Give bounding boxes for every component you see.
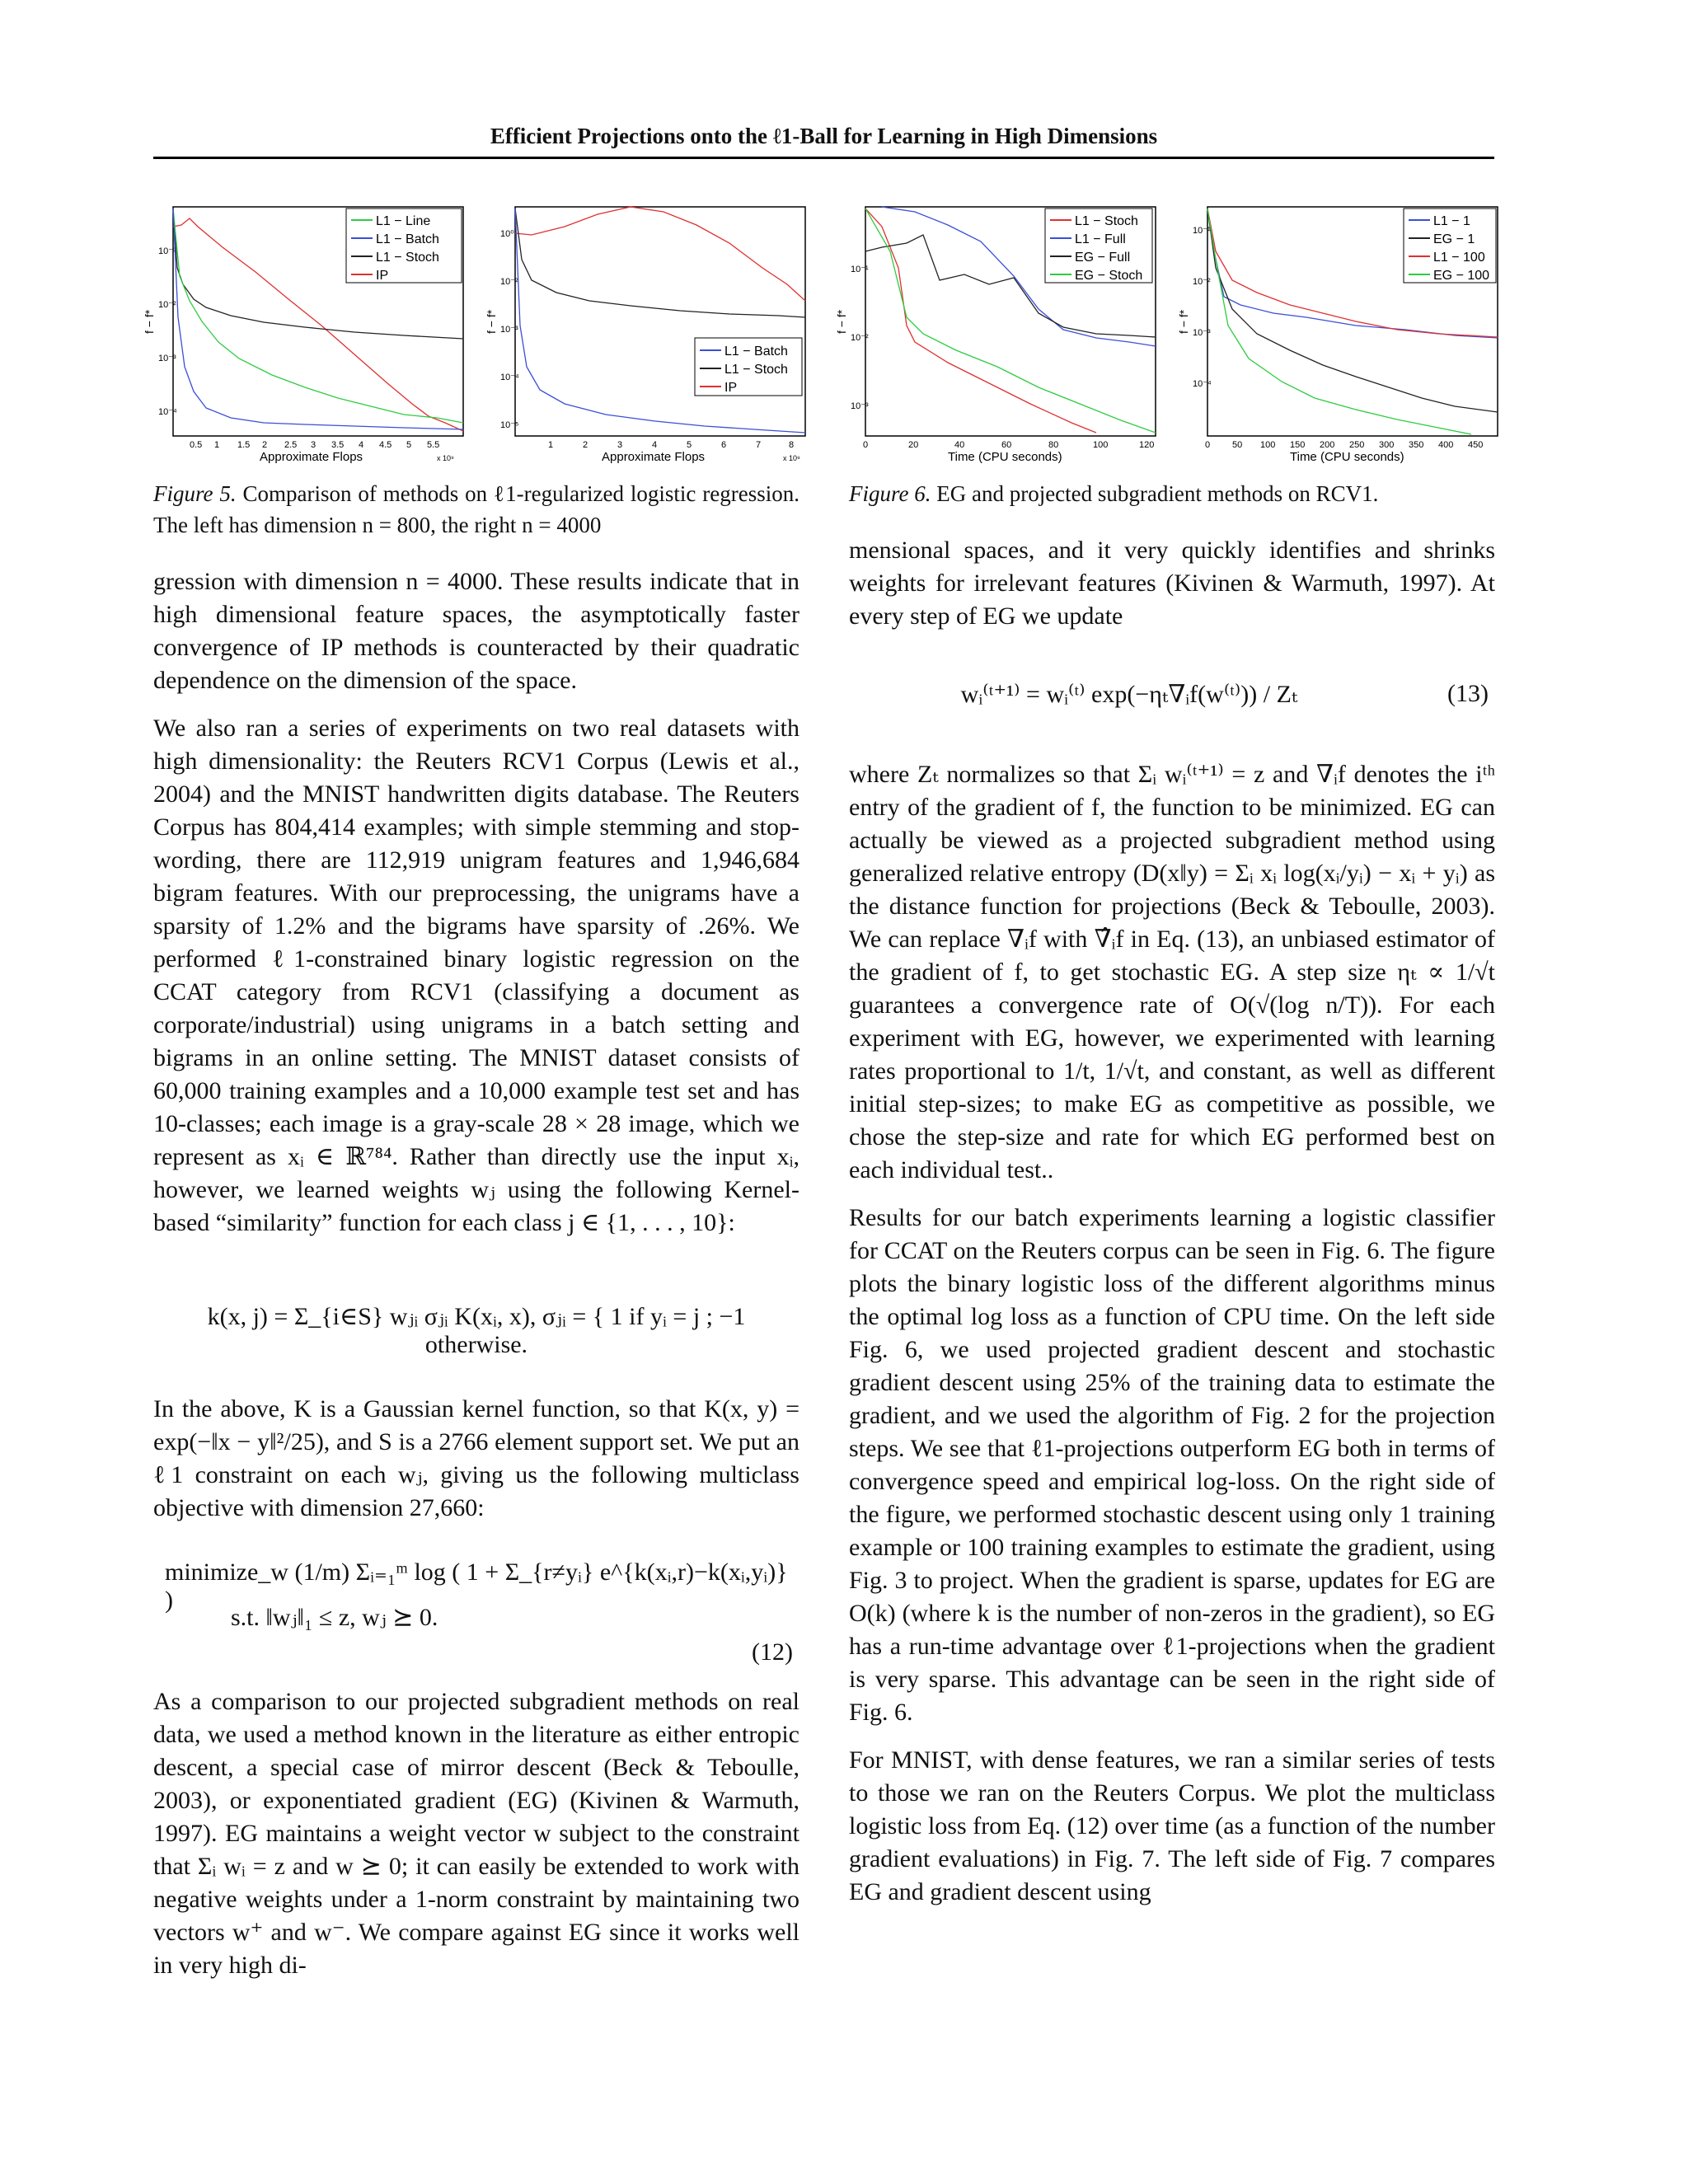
xtick: 1 xyxy=(214,440,220,450)
legend-item: EG − Stoch xyxy=(1075,269,1143,283)
ytick: 10⁻⁴ xyxy=(500,373,519,382)
figure5-label: Figure 5. xyxy=(153,481,237,506)
ytick: 10⁻² xyxy=(851,333,869,343)
ytick: 10⁻³ xyxy=(851,401,869,411)
ytick: 10⁻⁴ xyxy=(158,407,177,417)
figure6-caption-text: EG and projected subgradient methods on RCV1. xyxy=(936,481,1379,506)
x-exponent: x 10⁹ xyxy=(783,454,800,462)
x-exponent: x 10⁹ xyxy=(437,454,454,462)
xtick: 120 xyxy=(1139,440,1155,450)
xtick: 1 xyxy=(548,440,554,450)
xtick: 2.5 xyxy=(284,440,298,450)
xtick: 60 xyxy=(1001,440,1012,450)
xtick: 4.5 xyxy=(379,440,392,450)
left-column xyxy=(153,565,799,1254)
left-paragraph-3: In the above, K is a Gaussian kernel function, so that K(x, y) = exp(−‖x − y‖²/25), and S is a 2766 element support set. We put an ℓ1 constraint on each wⱼ, giving us the following multiclass objective with dimension 27,660: xyxy=(153,1395,799,1521)
ytick: 10⁻⁴ xyxy=(1193,379,1212,389)
ytick: 10⁻³ xyxy=(158,354,176,363)
legend-item: EG − Full xyxy=(1075,251,1131,265)
fig5-left-plot xyxy=(143,202,470,466)
xtick: 2 xyxy=(583,440,588,450)
ytick: 10⁰ xyxy=(500,229,514,239)
xtick: 0 xyxy=(863,440,869,450)
ytick: 10⁻¹ xyxy=(158,246,176,256)
fig5-left-ylabel: f − f* xyxy=(143,309,156,334)
xtick: 3 xyxy=(311,440,316,450)
ytick: 10⁻² xyxy=(1193,277,1211,287)
xtick: 0 xyxy=(1205,440,1211,450)
right-column xyxy=(849,534,1495,648)
xtick: 7 xyxy=(756,440,762,450)
xtick: 1.5 xyxy=(237,440,251,450)
fig5-left-xlabel: Approximate Flops xyxy=(260,450,363,464)
legend-item: L1 − Full xyxy=(1075,232,1126,246)
ytick: 10⁻² xyxy=(500,277,518,287)
legend-item: L1 − Stoch xyxy=(1075,214,1138,228)
left-paragraph-1: gression with dimension n = 4000. These results indicate that in high dimensional feature spaces, the asymptotically faster convergence of IP methods is counteracted by their quadratic dependence on the dimension of the space. xyxy=(153,568,799,694)
left-paragraph-4: As a comparison to our projected subgradient methods on real data, we used a method known in the literature as either entropic descent, a special case of mirror descent (Beck & Teboulle, 2003), or exponentiated gradient (EG) (Kivinen & Warmuth, 1997). EG maintains a weight vector w subject to the constraint that Σᵢ wᵢ = z and w ⪰ 0; it can easily be extended to work with negative weights under a 1-norm constraint by maintaining two vectors w⁺ and w⁻. We compare against EG since it works well in very high di- xyxy=(153,1688,799,1979)
figure6-caption xyxy=(849,478,1495,509)
equation-13-number: (13) xyxy=(1447,680,1489,707)
xtick: 8 xyxy=(789,440,795,450)
xtick: 4 xyxy=(359,440,364,450)
ytick: 10⁻³ xyxy=(1193,328,1211,338)
xtick: 5.5 xyxy=(427,440,440,450)
left-paragraph-2: We also ran a series of experiments on two real datasets with high dimensionality: the Reuters RCV1 Corpus (Lewis et al., 2004) and the MNIST handwritten digits database. The Reuters Corpus has 804,414 examples; with simple stemming and stop-wording, there are 112,919 unigram features and 1,946,684 bigram features. With our preprocessing, the unigrams have a sparsity of 1.2% and the bigrams have sparsity of .26%. We performed ℓ1-constrained binary logistic regression on the CCAT category from RCV1 (classifying a document as corporate/industrial) using unigrams in a batch setting and bigrams in an online setting. The MNIST dataset consists of 60,000 training examples and a 10,000 example test set and has 10-classes; each image is a gray-scale 28 × 28 image, which we represent as xᵢ ∈ ℝ⁷⁸⁴. Rather than directly use the input xᵢ, however, we learned weights wⱼ using the following Kernel-based “similarity” function for each class j ∈ {1, . . . , 10}: xyxy=(153,715,799,1236)
ytick: 10⁻² xyxy=(158,300,176,310)
figure5-caption xyxy=(153,478,799,541)
legend-item: EG − 100 xyxy=(1433,269,1490,283)
xtick: 5 xyxy=(687,440,692,450)
legend-item: IP xyxy=(376,269,389,283)
legend-item: EG − 1 xyxy=(1433,232,1475,246)
ytick: 10⁻¹ xyxy=(1193,226,1211,236)
figure5-caption-text: Comparison of methods on ℓ1-regularized logistic regression. The left has dimension n = 800, the right n = 4000 xyxy=(153,481,800,537)
xtick: 400 xyxy=(1438,440,1454,450)
left-column-c xyxy=(153,1685,799,1997)
fig6-right-xlabel: Time (CPU seconds) xyxy=(1290,450,1404,464)
right-paragraph-4: For MNIST, with dense features, we ran a similar series of tests to those we ran on the Reuters Corpus. We plot the multiclass logistic loss from Eq. (12) over time (as a function of the number gradient evaluations) in Fig. 7. The left side of Fig. 7 compares EG and gradient descent using xyxy=(849,1746,1495,1905)
legend-item: L1 − Stoch xyxy=(724,363,788,377)
xtick: 3 xyxy=(617,440,623,450)
fig5-right-plot xyxy=(485,202,812,466)
fig6-right-plot xyxy=(1177,202,1504,466)
xtick: 6 xyxy=(721,440,727,450)
xtick: 300 xyxy=(1379,440,1395,450)
fig6-left-plot xyxy=(835,202,1162,466)
ytick: 10⁻⁵ xyxy=(500,420,519,430)
right-paragraph-1: mensional spaces, and it very quickly identifies and shrinks weights for irrelevant features (Kivinen & Warmuth, 1997). At every step of EG we update xyxy=(849,537,1495,630)
equation-12-line2: s.t. ‖wⱼ‖₁ ≤ z, wⱼ ⪰ 0. xyxy=(231,1604,438,1631)
kernel-equation: k(x, j) = Σ_{i∈S} wⱼᵢ σⱼᵢ K(xᵢ, x), σⱼᵢ = { 1 if yᵢ = j ; −1 otherwise. xyxy=(207,1303,746,1358)
legend-item: IP xyxy=(724,381,738,395)
ytick: 10⁻³ xyxy=(500,325,518,335)
equation-12-number: (12) xyxy=(752,1638,793,1666)
xtick: 80 xyxy=(1048,440,1059,450)
xtick: 5 xyxy=(406,440,412,450)
xtick: 50 xyxy=(1232,440,1243,450)
legend-item: L1 − Line xyxy=(376,214,431,228)
xtick: 250 xyxy=(1349,440,1365,450)
legend-item: L1 − Batch xyxy=(724,344,788,359)
ytick: 10⁻¹ xyxy=(851,265,869,274)
fig5-right-ylabel: f − f* xyxy=(485,309,498,334)
xtick: 350 xyxy=(1409,440,1424,450)
xtick: 150 xyxy=(1290,440,1306,450)
right-paragraph-2: where Zₜ normalizes so that Σᵢ wᵢ⁽ᵗ⁺¹⁾ = z and ∇ᵢf denotes the iᵗʰ entry of the gradient of f, the function to be minimized. EG can actually be viewed as a projected subgradient method using generalized relative entropy (D(x‖y) = Σᵢ xᵢ log(xᵢ/yᵢ) − xᵢ + yᵢ) as the distance function for projections (Beck & Teboulle, 2003). We can replace ∇ᵢf with ∇̂ᵢf in Eq. (13), an unbiased estimator of the gradient of f, to get stochastic EG. A step size ηₜ ∝ 1/√t guarantees a convergence rate of O(√(log n/T)). For each experiment with EG, however, we experimented with learning rates proportional to 1/t, 1/√t, and constant, as well as different initial step-sizes; to make EG as competitive as possible, we chose the step-size and rate for which EG performed best on each individual test.. xyxy=(849,761,1495,1183)
xtick: 4 xyxy=(652,440,658,450)
legend-item: L1 − 100 xyxy=(1433,251,1485,265)
fig6-left-xlabel: Time (CPU seconds) xyxy=(948,450,1062,464)
legend-item: L1 − Stoch xyxy=(376,251,439,265)
xtick: 0.5 xyxy=(190,440,203,450)
legend-item: L1 − 1 xyxy=(1433,214,1470,228)
fig5-right-xlabel: Approximate Flops xyxy=(602,450,706,464)
xtick: 450 xyxy=(1468,440,1484,450)
xtick: 40 xyxy=(954,440,965,450)
left-column-b xyxy=(153,1393,799,1540)
xtick: 100 xyxy=(1093,440,1109,450)
xtick: 20 xyxy=(908,440,919,450)
xtick: 100 xyxy=(1260,440,1276,450)
header-rule xyxy=(153,157,1494,159)
figure6-label: Figure 6. xyxy=(849,481,931,506)
equation-12-line1: minimize_w (1/m) Σᵢ₌₁ᵐ log ( 1 + Σ_{r≠yᵢ} e^{k(xᵢ,r)−k(xᵢ,yᵢ)} ) xyxy=(165,1558,788,1614)
xtick: 2 xyxy=(262,440,268,450)
right-column-b xyxy=(849,758,1495,1924)
right-paragraph-3: Results for our batch experiments learning a logistic classifier for CCAT on the Reuters corpus can be seen in Fig. 6. The figure plots the binary logistic loss of the different algorithms minus the optimal log loss as a function of CPU time. On the left side Fig. 6, we used projected gradient descent and stochastic gradient descent using 25% of the training data to estimate the gradient, and we used the algorithm of Fig. 2 for the projection steps. We see that ℓ1-projections outperform EG both in terms of convergence speed and empirical log-loss. On the right side of the figure, we performed stochastic descent using only 1 training example or 100 training examples to estimate the gradient, using Fig. 3 to project. When the gradient is sparse, updates for EG are O(k) (where k is the number of non-zeros in the gradient), so EG has a run-time advantage over ℓ1-projections when the gradient is very sparse. This advantage can be seen in the right side of Fig. 6. xyxy=(849,1204,1495,1726)
equation-13: wᵢ⁽ᵗ⁺¹⁾ = wᵢ⁽ᵗ⁾ exp(−ηₜ∇ᵢf(w⁽ᵗ⁾)) / Zₜ xyxy=(960,681,1298,708)
legend-item: L1 − Batch xyxy=(376,232,439,246)
page-header: Efficient Projections onto the ℓ1-Ball for Learning in High Dimensions xyxy=(490,124,1158,148)
fig6-left-ylabel: f − f* xyxy=(835,309,848,334)
fig6-right-ylabel: f − f* xyxy=(1177,309,1190,334)
xtick: 3.5 xyxy=(331,440,345,450)
xtick: 200 xyxy=(1320,440,1335,450)
